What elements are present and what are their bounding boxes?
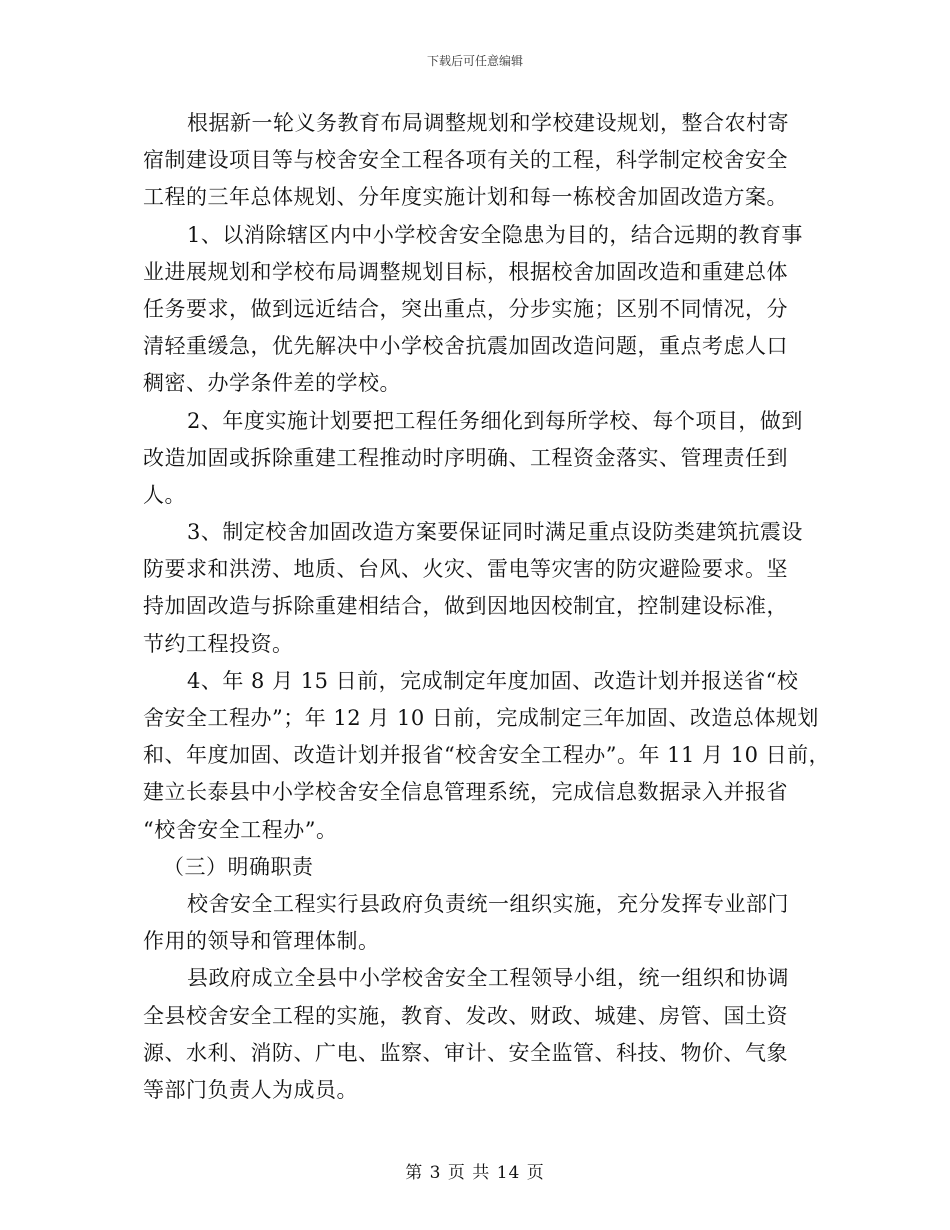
text-line: 任务要求，做到远近结合，突出重点，分步实施；区别不同情况，分 <box>143 296 788 321</box>
section-heading: （三）明确职责 <box>163 854 314 879</box>
text-line: 建立长泰县中小学校舍安全信息管理系统，完成信息数据录入并报省 <box>143 780 788 805</box>
text-line: “校舍安全工程办”。 <box>143 817 338 842</box>
text-line: 3、制定校舍加固改造方案要保证同时满足重点设防类建筑抗震设 <box>187 520 803 545</box>
text-line: 舍安全工程办”；年 12 月 10 日前，完成制定三年加固、改造总体规划 <box>143 706 819 730</box>
text-line: 防要求和洪涝、地质、台风、火灾、雷电等灾害的防灾避险要求。坚 <box>143 557 788 582</box>
text-line: 等部门负责人为成员。 <box>143 1077 358 1102</box>
page-number: 第 3 页 共 14 页 <box>405 1163 545 1183</box>
text-line: 4、年 8 月 15 日前，完成制定年度加固、改造计划并报送省“校 <box>187 668 799 693</box>
text-line: 业进展规划和学校布局调整规划目标，根据校舍加固改造和重建总体 <box>143 259 788 284</box>
text-line: 宿制建设项目等与校舍安全工程各项有关的工程，科学制定校舍安全 <box>143 148 788 173</box>
text-line: 和、年度加固、改造计划并报省“校舍安全工程办”。年 11 月 10 日前， <box>143 743 831 768</box>
text-line: 源、水利、消防、广电、监察、审计、安全监管、科技、物价、气象 <box>143 1040 788 1065</box>
text-line: 人。 <box>143 482 186 507</box>
text-line: 全县校舍安全工程的实施，教育、发改、财政、城建、房管、国土资 <box>143 1003 788 1028</box>
text-line: 工程的三年总体规划、分年度实施计划和每一栋校舍加固改造方案。 <box>143 185 788 210</box>
text-line: 校舍安全工程实行县政府负责统一组织实施，充分发挥专业部门 <box>187 891 789 916</box>
text-line: 2、年度实施计划要把工程任务细化到每所学校、每个项目，做到 <box>187 408 803 433</box>
text-line: 根据新一轮义务教育布局调整规划和学校建设规划，整合农村寄 <box>187 111 789 135</box>
document-body <box>143 105 843 1109</box>
text-line: 作用的领导和管理体制。 <box>143 929 380 954</box>
text-line: 清轻重缓急，优先解决中小学校舍抗震加固改造问题，重点考虑人口 <box>143 334 788 359</box>
text-line: 持加固改造与拆除重建相结合，做到因地因校制宜，控制建设标准， <box>143 594 788 619</box>
text-line: 改造加固或拆除重建工程推动时序明确、工程资金落实、管理责任到 <box>143 445 788 470</box>
text-line: 稠密、办学条件差的学校。 <box>143 371 401 396</box>
text-line: 1、以消除辖区内中小学校舍安全隐患为目的，结合远期的教育事 <box>187 222 803 247</box>
page-header: 下载后可任意编辑 <box>426 54 523 68</box>
text-line: 县政府成立全县中小学校舍安全工程领导小组，统一组织和协调 <box>187 966 789 991</box>
text-line: 节约工程投资。 <box>143 631 294 656</box>
